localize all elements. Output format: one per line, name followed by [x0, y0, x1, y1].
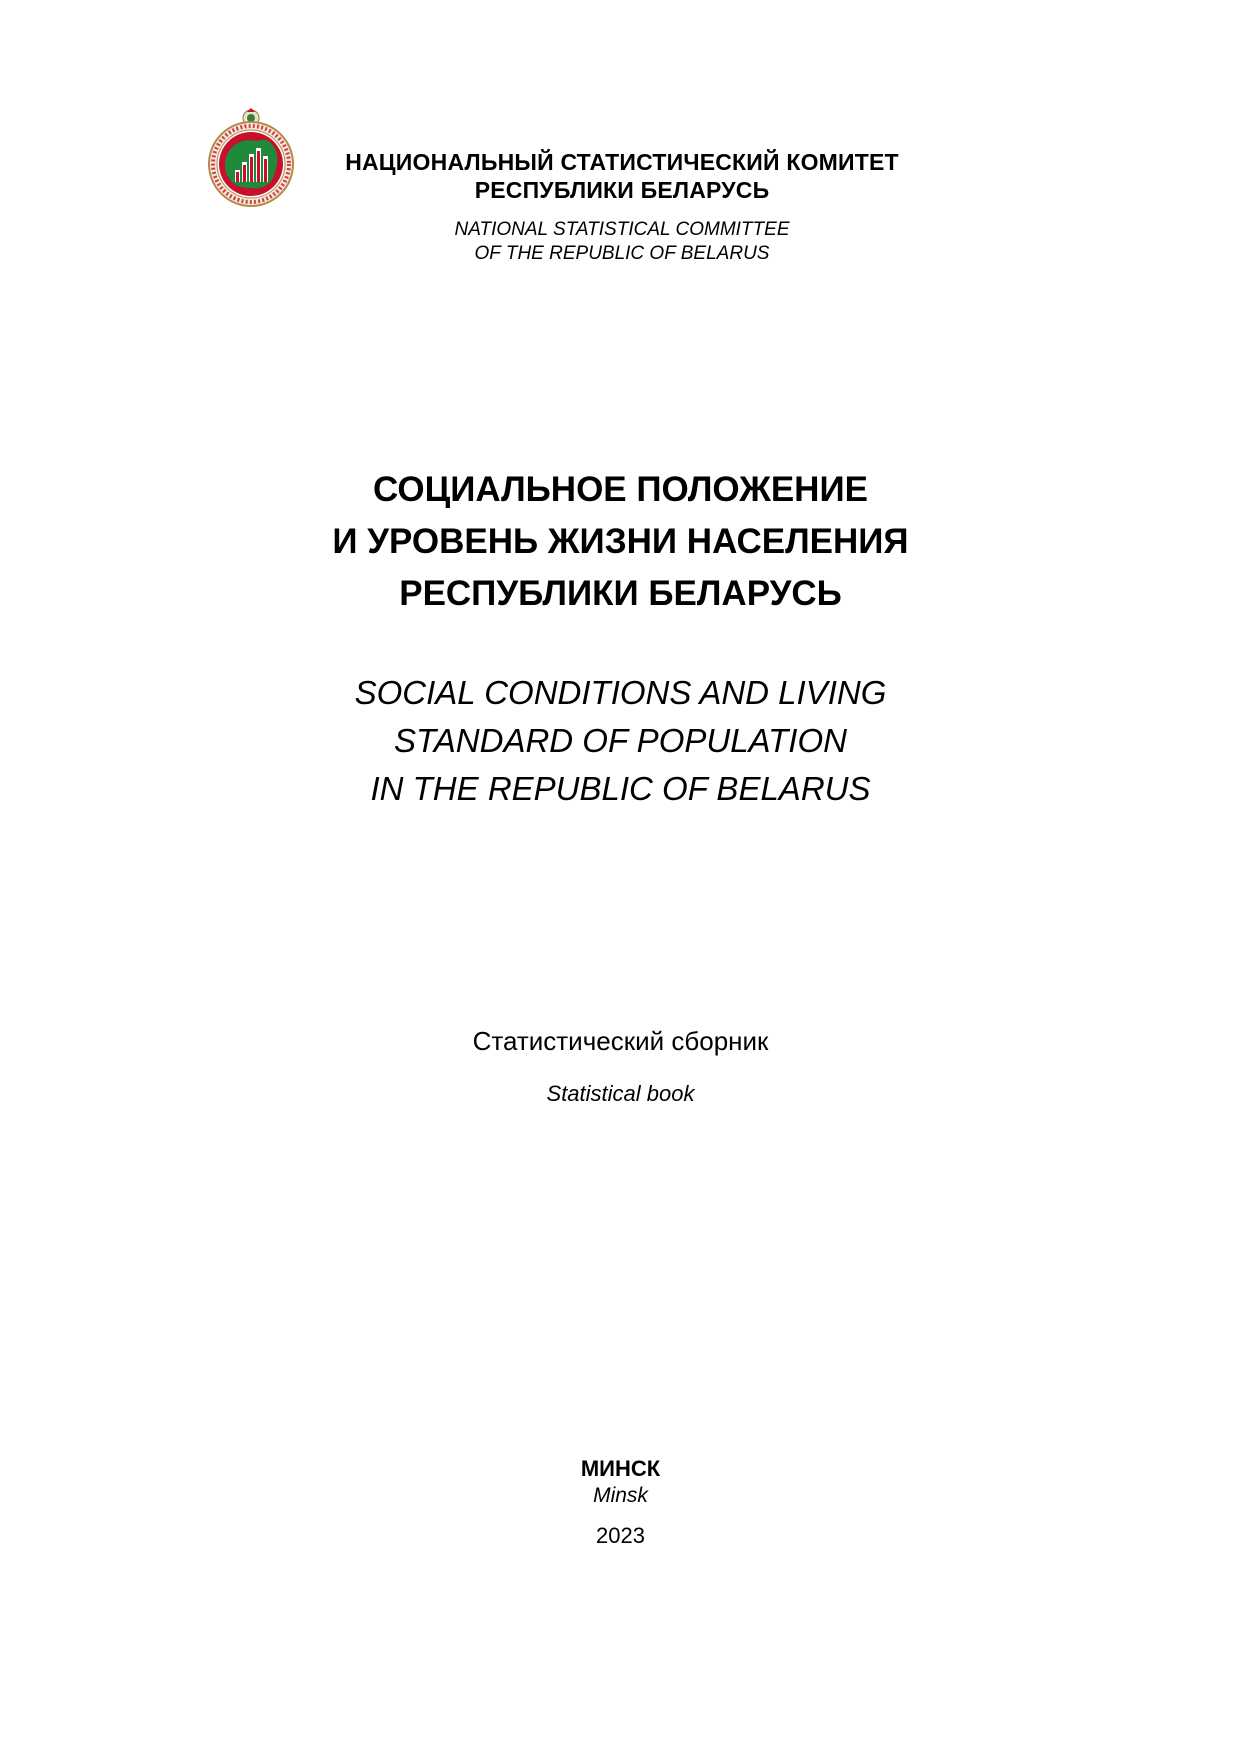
publication-title-en-line1: SOCIAL CONDITIONS AND LIVING [354, 674, 887, 711]
organization-name-en-line1: NATIONAL STATISTICAL COMMITTEE [454, 219, 790, 240]
publication-title-en [0, 669, 1241, 813]
organization-block [320, 148, 924, 264]
organization-name-en [320, 218, 924, 266]
organization-name-ru-line2: РЕСПУБЛИКИ БЕЛАРУСЬ [474, 177, 770, 203]
imprint-city-ru: МИНСК [580, 1456, 661, 1481]
publication-title-en-line3: IN THE REPUBLIC OF BELARUS [370, 770, 871, 807]
publication-title-ru [0, 464, 1241, 620]
organization-name-en-line2: OF THE REPUBLIC OF BELARUS [474, 243, 770, 264]
publication-type-en: Statistical book [546, 1081, 695, 1106]
statistics-committee-emblem-icon [203, 108, 299, 208]
publication-title-ru-line2: И УРОВЕНЬ ЖИЗНИ НАСЕЛЕНИЯ [332, 522, 909, 561]
organization-name-ru-line1: НАЦИОНАЛЬНЫЙ СТАТИСТИЧЕСКИЙ КОМИТЕТ [345, 149, 899, 175]
imprint-year: 2023 [596, 1523, 645, 1548]
publication-type-ru: Статистический сборник [472, 1026, 769, 1056]
publication-title-ru-line1: СОЦИАЛЬНОЕ ПОЛОЖЕНИЕ [373, 470, 868, 509]
publication-title-ru-line3: РЕСПУБЛИКИ БЕЛАРУСЬ [399, 574, 842, 613]
imprint-city-en: Minsk [593, 1484, 648, 1507]
organization-name-ru [320, 148, 924, 204]
publication-title-en-line2: STANDARD OF POPULATION [394, 722, 847, 759]
